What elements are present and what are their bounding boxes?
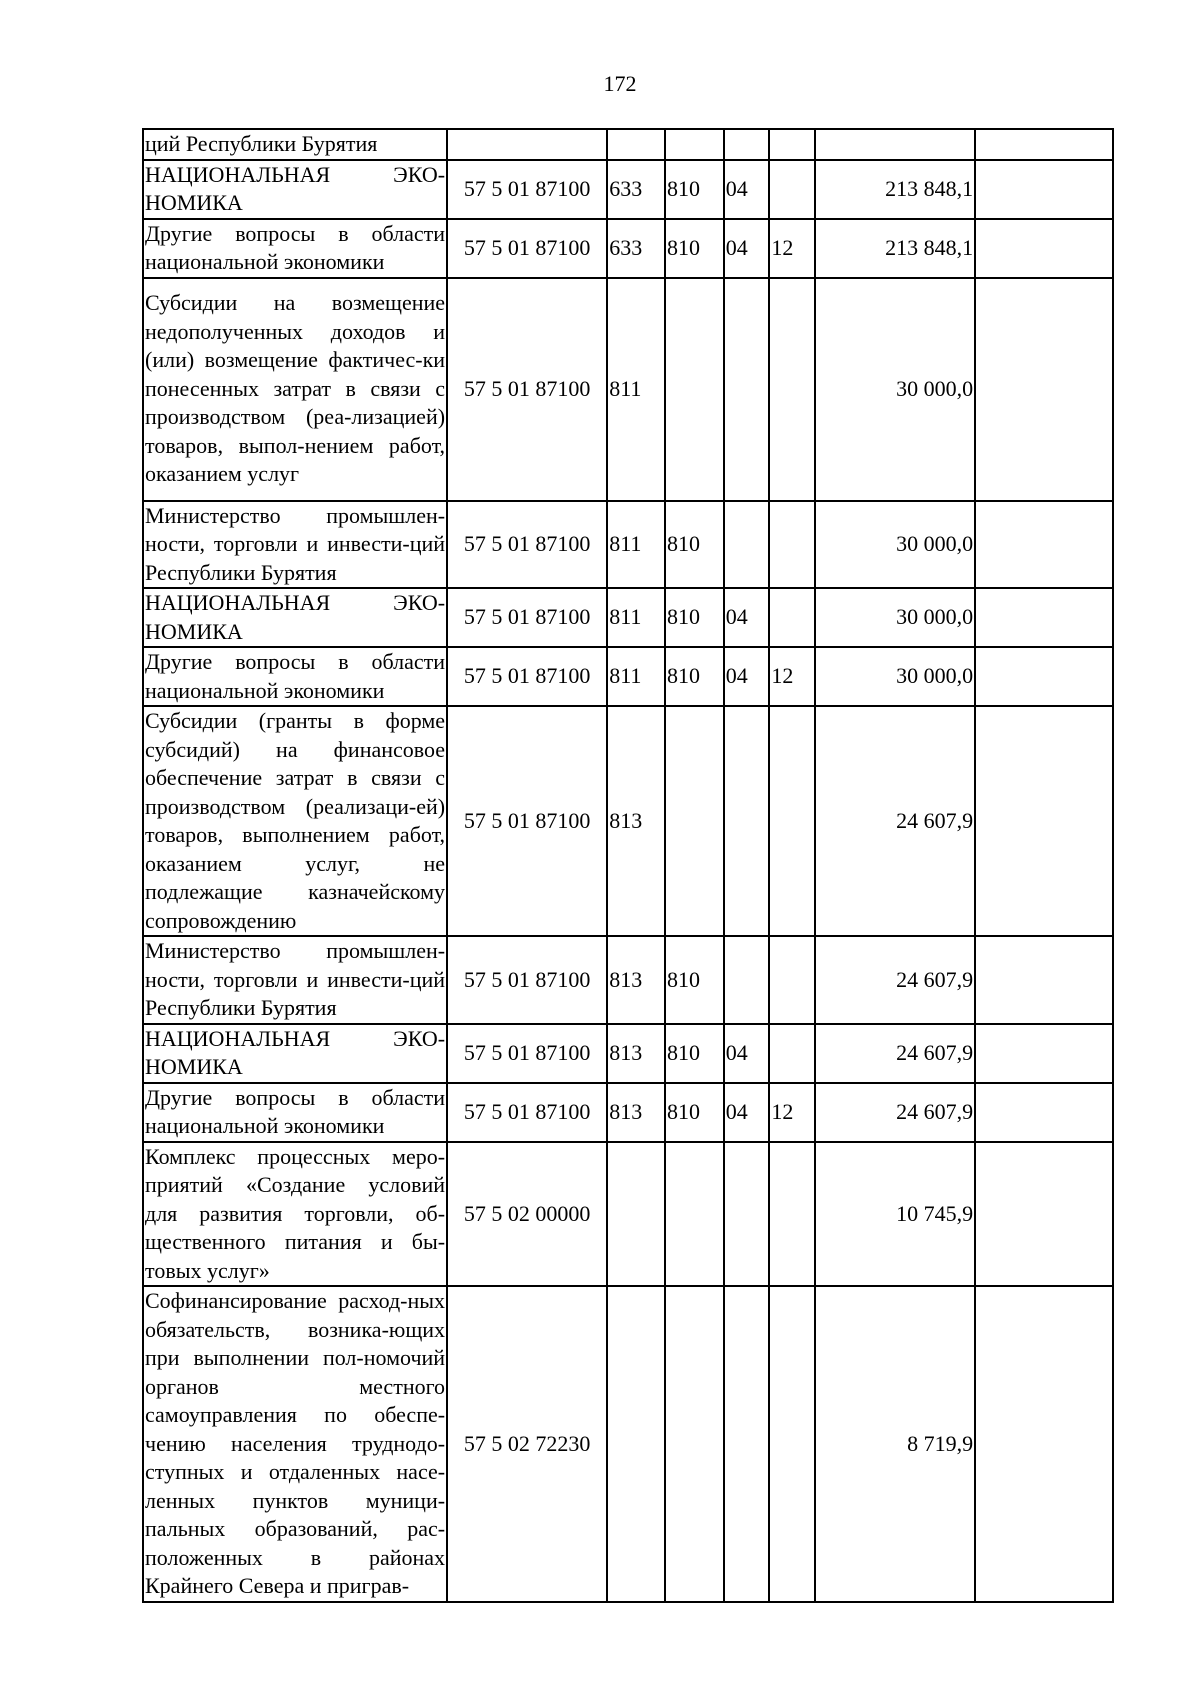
table-row [143,160,1113,219]
target-code-cell: 57 5 01 87100 [447,278,607,501]
section-cell: 04 [724,160,770,219]
expense-type-cell: 811 [607,501,665,589]
row-name-cell: НАЦИОНАЛЬНАЯ ЭКО-НОМИКА [143,1024,447,1083]
target-code-cell: 57 5 01 87100 [447,219,607,278]
amount-cell: 24 607,9 [815,936,975,1024]
target-code-cell [447,129,607,160]
table-row [143,129,1113,160]
row-name-cell: Комплекс процессных меро-приятий «Создание условий для развития торговли, об-щественного питания и бы-товых услуг» [143,1142,447,1287]
target-code-cell: 57 5 01 87100 [447,501,607,589]
ministry-code-cell [665,1286,724,1602]
subsection-cell [769,706,815,936]
table-row [143,1083,1113,1142]
section-cell [724,1286,770,1602]
subsection-cell [769,501,815,589]
amount-cell: 8 719,9 [815,1286,975,1602]
table-row [143,936,1113,1024]
extra-cell [975,278,1113,501]
row-name-cell: Другие вопросы в области национальной экономики [143,219,447,278]
table-row [143,706,1113,936]
table-row [143,219,1113,278]
ministry-code-cell [665,129,724,160]
amount-cell: 24 607,9 [815,1083,975,1142]
extra-cell [975,1083,1113,1142]
extra-cell [975,160,1113,219]
target-code-cell: 57 5 01 87100 [447,1083,607,1142]
ministry-code-cell: 810 [665,936,724,1024]
subsection-cell [769,160,815,219]
row-name-cell: Софинансирование расход-ных обязательств, возника-ющих при выполнении пол-номочий органов местного самоуправления по обеспе-чению населения труднодо-ступных и отдаленных насе-ленных пунктов муници-пальных образований, рас-положенных в районах Крайнего Севера и приграв- [143,1286,447,1602]
amount-cell: 213 848,1 [815,160,975,219]
table-row [143,278,1113,501]
table-row [143,647,1113,706]
extra-cell [975,501,1113,589]
expense-type-cell: 813 [607,1083,665,1142]
page-number: 172 [603,71,637,96]
extra-cell [975,1286,1113,1602]
expense-type-cell: 813 [607,936,665,1024]
target-code-cell: 57 5 01 87100 [447,647,607,706]
section-cell: 04 [724,1024,770,1083]
amount-cell: 24 607,9 [815,1024,975,1083]
ministry-code-cell [665,1142,724,1287]
target-code-cell: 57 5 01 87100 [447,936,607,1024]
expense-type-cell [607,1286,665,1602]
section-cell [724,501,770,589]
row-name-cell: Министерство промышлен-ности, торговли и инвести-ций Республики Бурятия [143,501,447,589]
section-cell [724,936,770,1024]
row-name-cell: ций Республики Бурятия [143,129,447,160]
amount-cell: 10 745,9 [815,1142,975,1287]
amount-cell: 24 607,9 [815,706,975,936]
expense-type-cell: 811 [607,278,665,501]
extra-cell [975,1024,1113,1083]
ministry-code-cell: 810 [665,1083,724,1142]
ministry-code-cell: 810 [665,160,724,219]
section-cell [724,706,770,936]
section-cell: 04 [724,1083,770,1142]
expense-type-cell: 813 [607,706,665,936]
expense-type-cell: 813 [607,1024,665,1083]
row-name-cell: Другие вопросы в области национальной экономики [143,1083,447,1142]
extra-cell [975,647,1113,706]
subsection-cell [769,588,815,647]
table-row [143,1024,1113,1083]
extra-cell [975,588,1113,647]
table-row [143,1142,1113,1287]
section-cell [724,278,770,501]
subsection-cell [769,278,815,501]
ministry-code-cell [665,706,724,936]
amount-cell: 30 000,0 [815,588,975,647]
row-name-cell: Субсидии на возмещение недополученных доходов и (или) возмещение фактичес-ки понесенных затрат в связи с производством (реа-лизацией) товаров, выпол-нением работ, оказанием услуг [143,278,447,501]
target-code-cell: 57 5 01 87100 [447,706,607,936]
table-row [143,1286,1113,1602]
target-code-cell: 57 5 02 00000 [447,1142,607,1287]
row-name-cell: НАЦИОНАЛЬНАЯ ЭКО-НОМИКА [143,588,447,647]
expense-type-cell: 811 [607,647,665,706]
target-code-cell: 57 5 02 72230 [447,1286,607,1602]
subsection-cell [769,1024,815,1083]
target-code-cell: 57 5 01 87100 [447,1024,607,1083]
subsection-cell [769,1142,815,1287]
expense-type-cell: 811 [607,588,665,647]
target-code-cell: 57 5 01 87100 [447,160,607,219]
extra-cell [975,219,1113,278]
expense-type-cell: 633 [607,160,665,219]
extra-cell [975,1142,1113,1287]
amount-cell: 30 000,0 [815,501,975,589]
extra-cell [975,936,1113,1024]
ministry-code-cell: 810 [665,219,724,278]
subsection-cell: 12 [769,1083,815,1142]
ministry-code-cell: 810 [665,588,724,647]
expense-type-cell [607,129,665,160]
row-name-cell: НАЦИОНАЛЬНАЯ ЭКО-НОМИКА [143,160,447,219]
subsection-cell [769,1286,815,1602]
expense-type-cell: 633 [607,219,665,278]
expense-type-cell [607,1142,665,1287]
subsection-cell [769,936,815,1024]
extra-cell [975,706,1113,936]
ministry-code-cell: 810 [665,647,724,706]
section-cell [724,129,770,160]
ministry-code-cell: 810 [665,501,724,589]
subsection-cell: 12 [769,647,815,706]
budget-table [142,128,1114,1603]
amount-cell: 30 000,0 [815,278,975,501]
target-code-cell: 57 5 01 87100 [447,588,607,647]
table-row [143,501,1113,589]
subsection-cell [769,129,815,160]
row-name-cell: Другие вопросы в области национальной экономики [143,647,447,706]
ministry-code-cell: 810 [665,1024,724,1083]
section-cell: 04 [724,219,770,278]
ministry-code-cell [665,278,724,501]
table-body [143,129,1113,1602]
section-cell: 04 [724,647,770,706]
amount-cell [815,129,975,160]
subsection-cell: 12 [769,219,815,278]
table-row [143,588,1113,647]
amount-cell: 213 848,1 [815,219,975,278]
extra-cell [975,129,1113,160]
section-cell: 04 [724,588,770,647]
row-name-cell: Министерство промышлен-ности, торговли и инвести-ций Республики Бурятия [143,936,447,1024]
row-name-cell: Субсидии (гранты в форме субсидий) на финансовое обеспечение затрат в связи с производством (реализаци-ей) товаров, выполнением работ, оказанием услуг, не подлежащие казначейскому сопровождению [143,706,447,936]
section-cell [724,1142,770,1287]
amount-cell: 30 000,0 [815,647,975,706]
